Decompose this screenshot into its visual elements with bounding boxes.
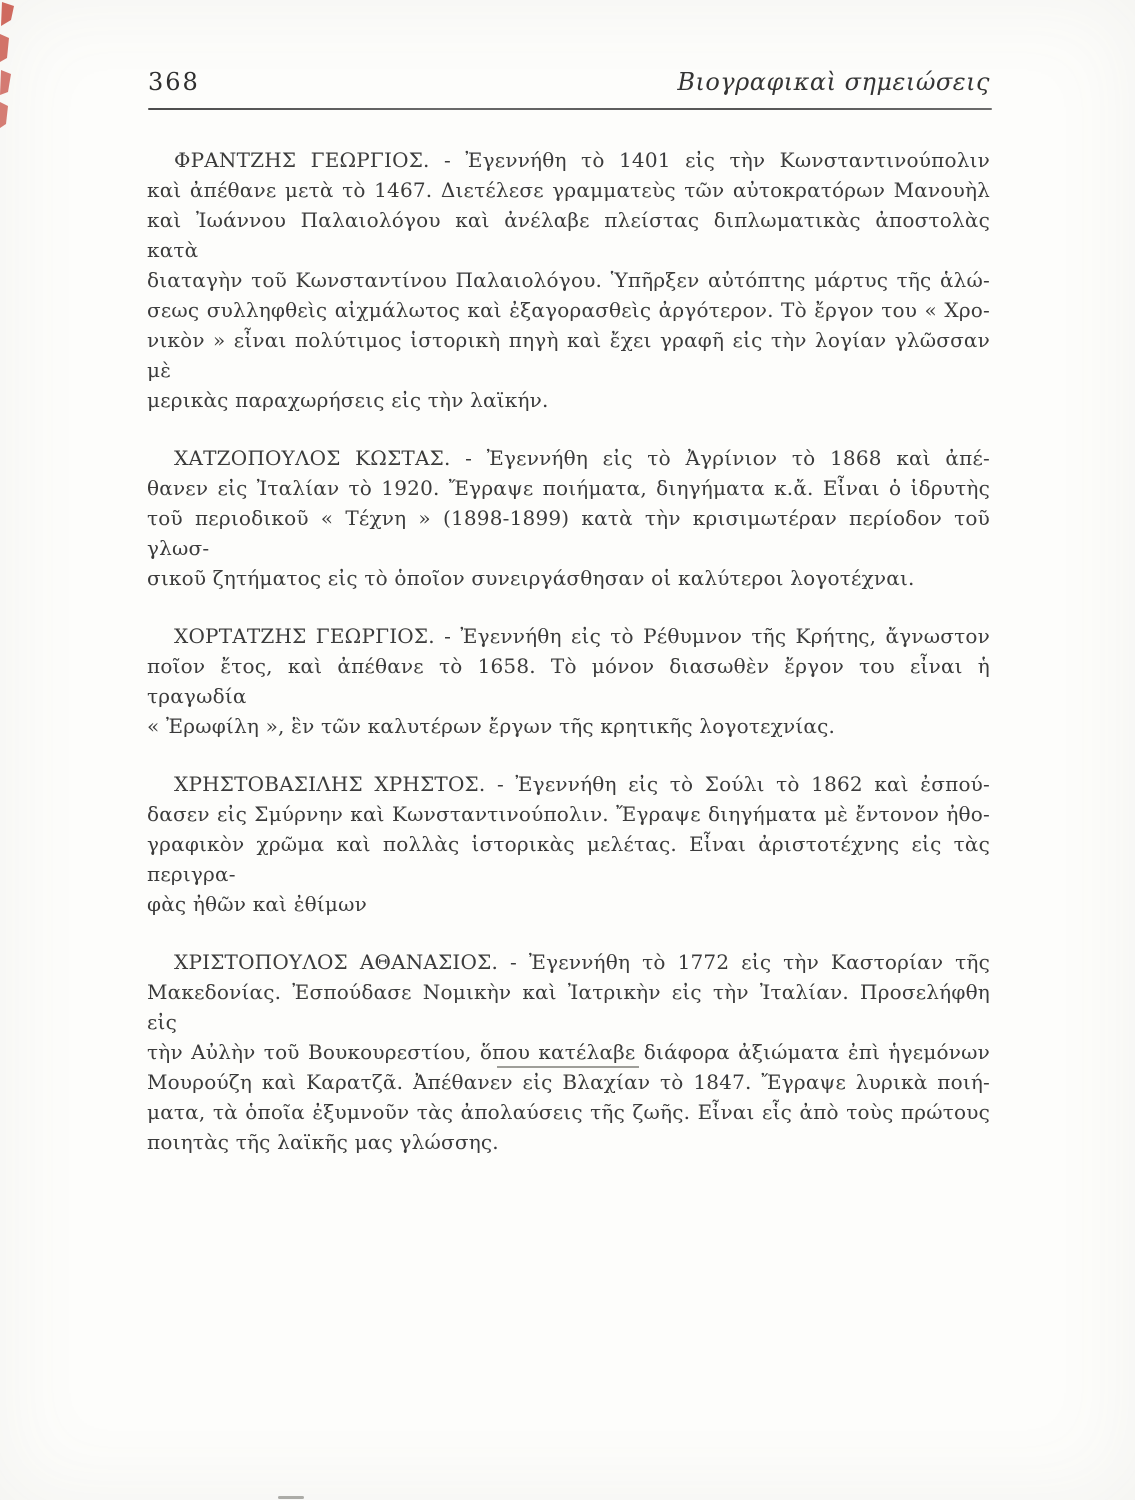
section-end-divider (497, 1066, 639, 1068)
biography-paragraph (147, 621, 990, 741)
biography-paragraph (147, 443, 990, 593)
scan-smudge (278, 1496, 304, 1499)
running-title: Βιογραφικαὶ σημειώσεις (677, 68, 990, 96)
text-line: φὰς ἠθῶν καὶ ἐθίμων (147, 892, 368, 916)
text-line: σεως συλληφθεὶς αἰχμάλωτος καὶ ἐξαγορασθεὶς ἀργότερον. Τὸ ἔργον του « Χρο- (147, 298, 990, 322)
text-line: θανεν εἰς Ἰταλίαν τὸ 1920. Ἔγραψε ποιήματα, διηγήματα κ.ἄ. Εἶναι ὁ ἱδρυτὴς (147, 476, 990, 500)
text-line: καὶ ἀπέθανε μετὰ τὸ 1467. Διετέλεσε γραμματεὺς τῶν αὐτοκρατόρων Μανουὴλ (147, 178, 990, 202)
text-line: μερικὰς παραχωρήσεις εἰς τὴν λαϊκήν. (147, 388, 549, 412)
text-line: Μακεδονίας. Ἐσπούδασε Νομικὴν καὶ Ἰατρικὴν εἰς τὴν Ἰταλίαν. Προσελήφθη εἰς (147, 980, 990, 1034)
red-edge-marks (0, 0, 34, 150)
text-line: ΦΡΑΝΤΖΗΣ ΓΕΩΡΓΙΟΣ. - Ἐγεννήθη τὸ 1401 εἰς τὴν Κωνσταντινούπολιν (174, 148, 990, 172)
page-number: 368 (148, 68, 200, 96)
text-line: « Ἐρωφίλη », ἓν τῶν καλυτέρων ἔργων τῆς κρητικῆς λογοτεχνίας. (147, 714, 836, 738)
text-line: καὶ Ἰωάννου Παλαιολόγου καὶ ἀνέλαβε πλείστας διπλωματικὰς ἀποστολὰς κατὰ (147, 208, 990, 262)
biography-text-block (147, 145, 990, 1157)
text-line: γραφικὸν χρῶμα καὶ πολλὰς ἱστορικὰς μελέτας. Εἶναι ἀριστοτέχνης εἰς τὰς περιγρα- (147, 832, 990, 886)
text-line: τὴν Αὐλὴν τοῦ Βουκουρεστίου, ὅπου κατέλαβε διάφορα ἀξιώματα ἐπὶ ἡγεμόνων (147, 1040, 990, 1064)
header-rule (148, 108, 992, 110)
biography-paragraph (147, 769, 990, 919)
text-line: νικὸν » εἶναι πολύτιμος ἱστορικὴ πηγὴ καὶ ἔχει γραφῆ εἰς τὴν λογίαν γλῶσσαν μὲ (147, 328, 990, 382)
text-line: ποῖον ἔτος, καὶ ἀπέθανε τὸ 1658. Τὸ μόνον διασωθὲν ἔργον του εἶναι ἡ τραγωδία (147, 654, 990, 708)
text-line: δασεν εἰς Σμύρνην καὶ Κωνσταντινούπολιν. Ἔγραψε διηγήματα μὲ ἔντονον ἠθο- (147, 802, 990, 826)
text-line: τοῦ περιοδικοῦ « Τέχνη » (1898-1899) κατὰ τὴν κρισιμωτέραν περίοδον τοῦ γλωσ- (147, 506, 990, 560)
text-line: ΧΡΗΣΤΟΒΑΣΙΛΗΣ ΧΡΗΣΤΟΣ. - Ἐγεννήθη εἰς τὸ Σούλι τὸ 1862 καὶ ἐσπού- (174, 772, 990, 796)
text-line: ποιητὰς τῆς λαϊκῆς μας γλώσσης. (147, 1130, 499, 1154)
biography-paragraph (147, 947, 990, 1157)
text-line: Μουρούζη καὶ Καρατζᾶ. Ἀπέθανεν εἰς Βλαχίαν τὸ 1847. Ἔγραψε λυρικὰ ποιή- (147, 1070, 990, 1094)
text-line: σικοῦ ζητήματος εἰς τὸ ὁποῖον συνειργάσθησαν οἱ καλύτεροι λογοτέχναι. (147, 566, 915, 590)
text-line: ΧΟΡΤΑΤΖΗΣ ΓΕΩΡΓΙΟΣ. - Ἐγεννήθη εἰς τὸ Ρέθυμνον τῆς Κρήτης, ἄγνωστον (174, 624, 990, 648)
text-line: ΧΑΤΖΟΠΟΥΛΟΣ ΚΩΣΤΑΣ. - Ἐγεννήθη εἰς τὸ Ἀγρίνιον τὸ 1868 καὶ ἀπέ- (174, 446, 990, 470)
page-header (148, 68, 990, 96)
text-line: ματα, τὰ ὁποῖα ἐξυμνοῦν τὰς ἀπολαύσεις τῆς ζωῆς. Εἶναι εἷς ἀπὸ τοὺς πρώτους (147, 1100, 990, 1124)
text-line: ΧΡΙΣΤΟΠΟΥΛΟΣ ΑΘΑΝΑΣΙΟΣ. - Ἐγεννήθη τὸ 1772 εἰς τὴν Καστορίαν τῆς (174, 950, 990, 974)
text-line: διαταγὴν τοῦ Κωνσταντίνου Παλαιολόγου. Ὑπῆρξεν αὐτόπτης μάρτυς τῆς ἁλώ- (147, 268, 990, 292)
biography-paragraph (147, 145, 990, 415)
